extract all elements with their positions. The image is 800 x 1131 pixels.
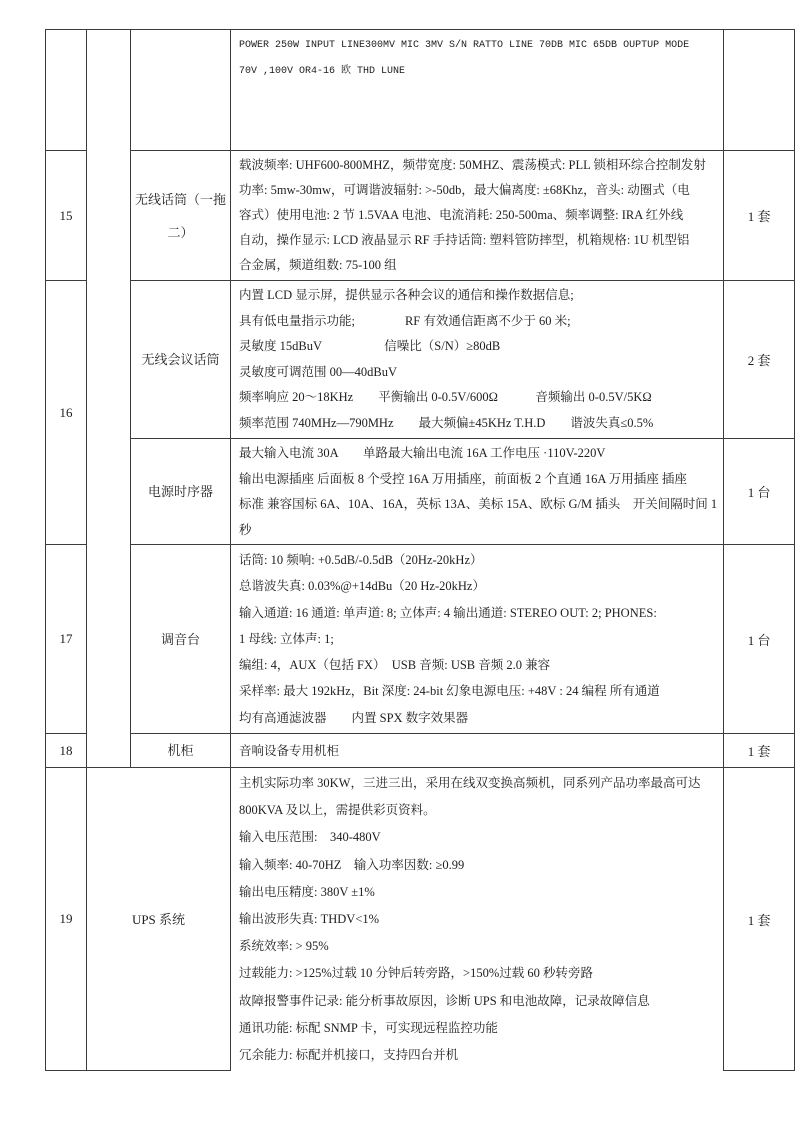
table-row-17: [46, 545, 795, 734]
row-16b-name-cell: 电源时序器: [131, 439, 231, 545]
row-19-spec-cell: [231, 768, 724, 1071]
row-15-spec-cell: [231, 151, 724, 281]
spec-line: 具有低电量指示功能; RF 有效通信距离不少于 60 米;: [239, 313, 571, 328]
row-cont-qty-cell: [724, 30, 795, 151]
row-15-name-cell: 无线话筒（一拖二）: [131, 151, 231, 281]
spec-line: 灵敏度可调范围 00—40dBuV: [239, 364, 397, 379]
row-16-number-cell: 16: [46, 281, 87, 545]
row-cont-number-cell: [46, 30, 87, 151]
table-row-16b: [46, 439, 795, 545]
equipment-spec-table: [45, 29, 795, 1071]
row-16b-qty-cell: 1 台: [724, 439, 795, 545]
table-row-18: [46, 734, 795, 768]
spec-line: 总谐波失真: 0.03%@+14dBu（20 Hz-20kHz）: [239, 579, 485, 594]
spec-line: 采样率: 最大 192kHz，Bit 深度: 24-bit 幻象电源电压: +48V : 24 编程 所有通道: [239, 684, 660, 699]
table-row-continuation: [46, 30, 795, 151]
spec-line: 输出电压精度: 380V ±1%: [239, 884, 375, 899]
row-17-number-cell: 17: [46, 545, 87, 734]
row-15-number-cell: 15: [46, 151, 87, 281]
spec-line: 输出波形失真: THDV<1%: [239, 912, 380, 927]
spec-line: POWER 250W INPUT LINE300MV MIC 3MV S/N RATTO LINE 70DB MIC 65DB OUPTUP MODE: [239, 40, 690, 51]
spec-line: 1 母线: 立体声: 1;: [239, 631, 334, 646]
spec-line: 过载能力: >125%过载 10 分钟后转旁路，>150%过载 60 秒转旁路: [239, 966, 594, 981]
spec-line: 输入通道: 16 通道: 单声道: 8; 立体声: 4 输出通道: STEREO OUT: 2; PHONES:: [239, 605, 657, 620]
spec-line: 最大输入电流 30A 单路最大输出电流 16A 工作电压 ·110V-220V: [239, 446, 606, 460]
spec-line: 频率响应 20～18KHz 平衡输出 0-0.5V/600Ω 音频输出 0-0.5V/5KΩ: [239, 390, 652, 404]
spec-line: 话筒: 10 频响: +0.5dB/-0.5dB（20Hz-20kHz）: [239, 553, 483, 567]
row-18-number-cell: 18: [46, 734, 87, 768]
row-16a-spec-cell: [231, 281, 724, 439]
row-cont-name-cell: [131, 30, 231, 151]
spec-line: 编组: 4，AUX（包括 FX） USB 音频: USB 音频 2.0 兼容: [239, 658, 551, 673]
spec-line: 容式）使用电池: 2 节 1.5VAA 电池、电流消耗: 250-500ma、频率调整: IRA 红外线: [239, 208, 684, 222]
row-16b-spec-cell: [231, 439, 724, 545]
spec-line: 70V ,100V OR4-16 欧 THD LUNE: [239, 66, 406, 77]
spec-line: 自动，操作显示: LCD 液晶显示 RF 手持话筒: 塑料管防摔型，机箱规格: 1U 机型铝: [239, 233, 690, 247]
table-row-16a: [46, 281, 795, 439]
row-19-name-cell: UPS 系统: [87, 768, 231, 1071]
spec-line: 系统效率: > 95%: [239, 939, 329, 954]
spec-line: 通讯功能: 标配 SNMP 卡，可实现远程监控功能: [239, 1020, 498, 1035]
spec-line: 音响设备专用机柜: [239, 743, 340, 758]
category-column-cell: [87, 30, 131, 768]
row-18-spec-cell: [231, 734, 724, 768]
row-16a-name-cell: 无线会议话筒: [131, 281, 231, 439]
spec-line: 均有高通滤波器 内置 SPX 数字效果器: [239, 710, 469, 725]
row-cont-spec-cell: [231, 30, 724, 151]
row-18-qty-cell: 1 套: [724, 734, 795, 768]
spec-line: 标准 兼容国标 6A、10A、16A，英标 13A、美标 15A、欧标 G/M 插头 开关间隔时间 1: [239, 497, 718, 511]
spec-line: 主机实际功率 30KW，三进三出，采用在线双变换高频机，同系列产品功率最高可达: [239, 776, 701, 790]
spec-line: 灵敏度 15dBuV 信噪比（S/N）≥80dB: [239, 339, 501, 353]
table-row-15: [46, 151, 795, 281]
spec-line: 输入频率: 40-70HZ 输入功率因数: ≥0.99: [239, 857, 465, 872]
spec-line: 频率范围 740MHz—790MHz 最大频偏±45KHz T.H.D 谐波失真≤0.5%: [239, 415, 654, 430]
row-17-qty-cell: 1 台: [724, 545, 795, 734]
spec-line: 冗余能力: 标配并机接口，支持四台并机: [239, 1048, 459, 1063]
row-17-name-cell: 调音台: [131, 545, 231, 734]
spec-line: 输出电源插座 后面板 8 个受控 16A 万用插座，前面板 2 个直通 16A 万用插座 插座: [239, 471, 687, 486]
spec-line: 合金属，频道组数: 75-100 组: [239, 258, 397, 272]
row-16a-qty-cell: 2 套: [724, 281, 795, 439]
spec-line: 秒: [239, 522, 252, 537]
row-18-name-cell: 机柜: [131, 734, 231, 768]
table-row-19: [46, 768, 795, 1071]
spec-line: 载波频率: UHF600-800MHZ，频带宽度: 50MHZ、震荡模式: PLL 锁相环综合控制发射: [239, 158, 706, 172]
row-19-number-cell: 19: [46, 768, 87, 1071]
spec-line: 内置 LCD 显示屏，提供显示各种会议的通信和操作数据信息;: [239, 288, 574, 302]
row-17-spec-cell: [231, 545, 724, 734]
spec-line: 输入电压范围: 340-480V: [239, 830, 381, 845]
row-19-qty-cell: 1 套: [724, 768, 795, 1071]
spec-line: 功率: 5mw-30mw，可调谐波辐射: >-50db，最大偏离度: ±68Khz，音头: 动圈式（电: [239, 183, 690, 197]
row-15-qty-cell: 1 套: [724, 151, 795, 281]
spec-line: 800KVA 及以上，需提供彩页资料。: [239, 803, 436, 818]
spec-line: 故障报警事件记录: 能分析事故原因，诊断 UPS 和电池故障，记录故障信息: [239, 993, 650, 1008]
